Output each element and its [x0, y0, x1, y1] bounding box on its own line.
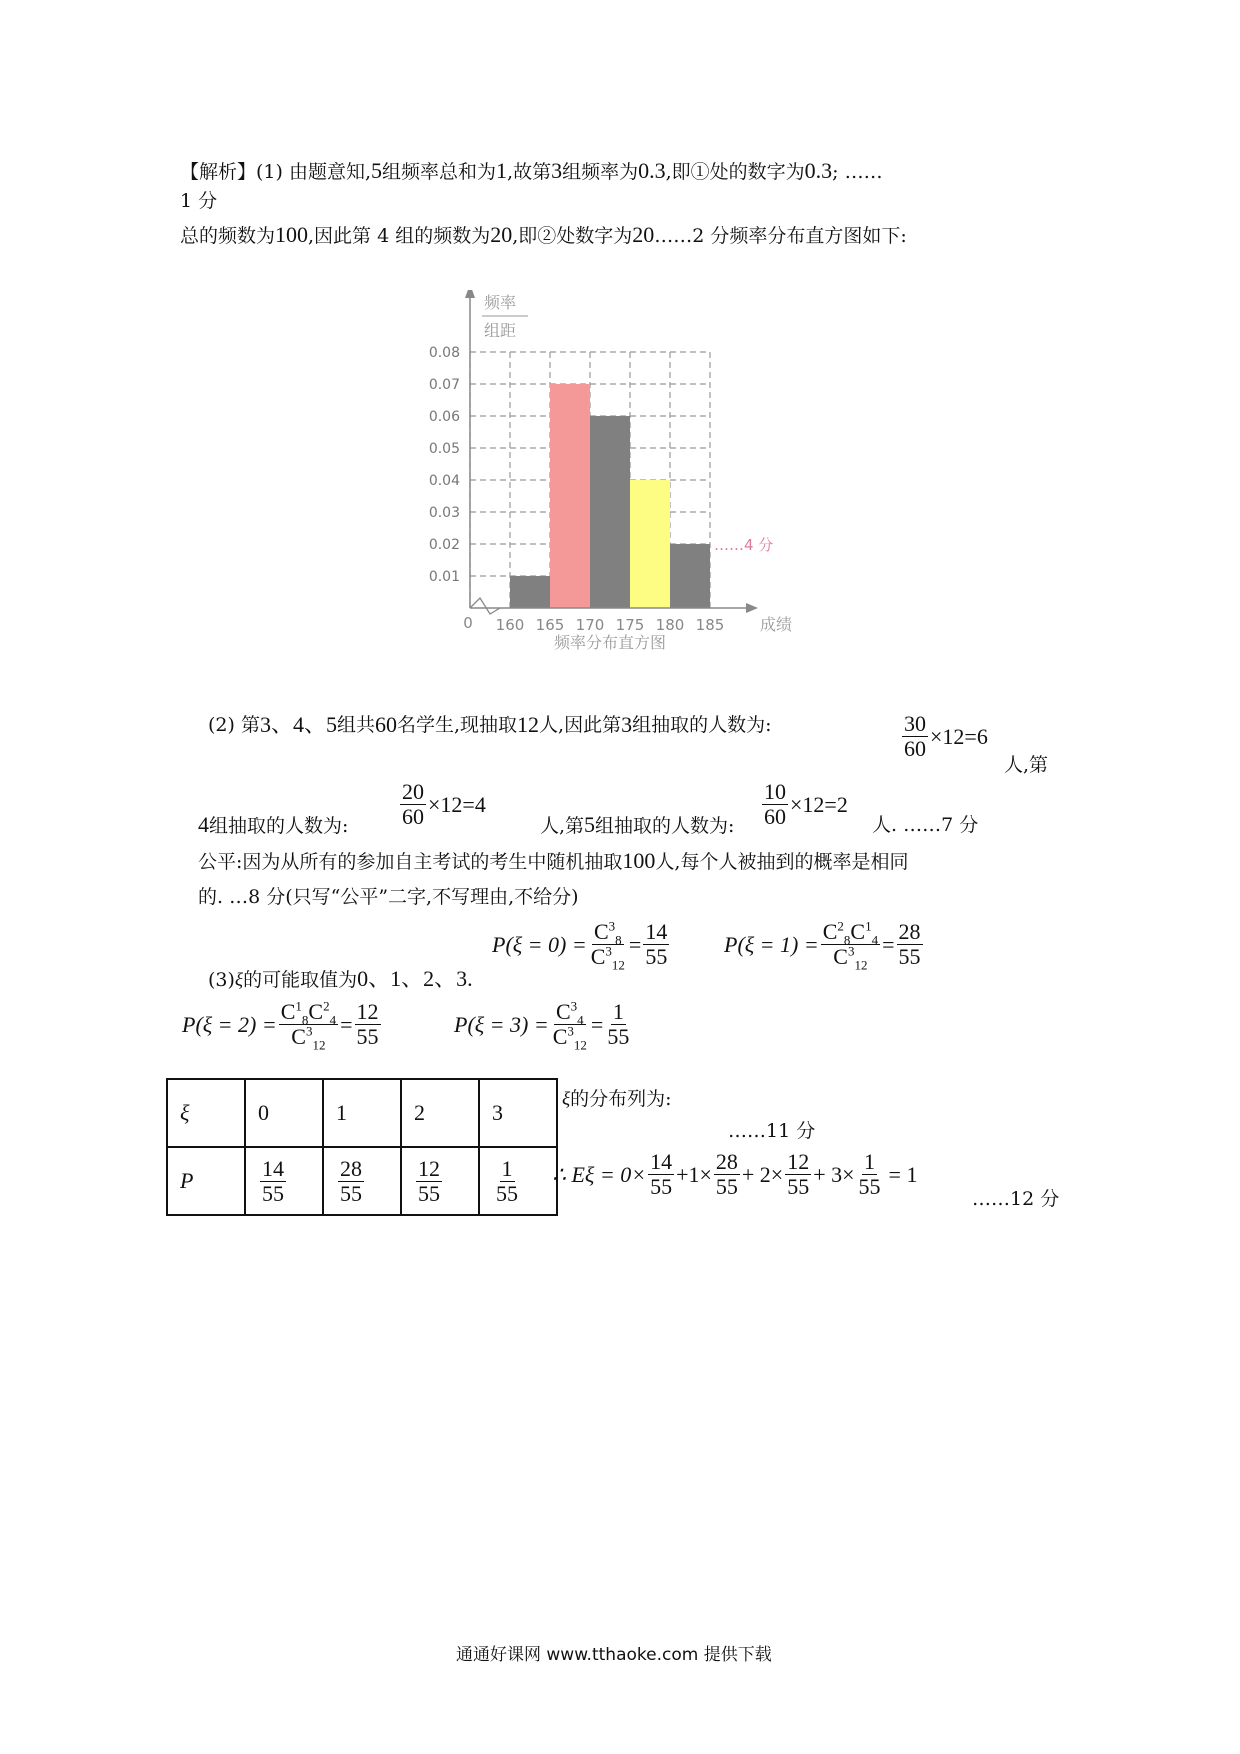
chart-bars — [510, 384, 710, 608]
histogram-bar — [670, 544, 710, 608]
x-tick-label: 170 — [575, 616, 605, 634]
y-tick-label: 0.02 — [428, 537, 460, 553]
histogram-bar — [510, 576, 550, 608]
table-cell: P — [167, 1147, 245, 1215]
fraction-group5: $\frac{10}{60}$ ×12=2 — [764, 779, 848, 829]
part2-line2-end: 人. ……7 分 — [872, 814, 979, 836]
x-tick-label: 175 — [615, 616, 645, 634]
part2-line2: 4组抽取的人数为: — [198, 812, 349, 837]
y-axis-label-bottom: 组距 — [484, 321, 517, 340]
prob-xi-1: P(ξ = 1) = $\frac{C^2_8C^1_4}{C^3_{12}}$ = $\frac{28}{55}$ — [724, 918, 921, 973]
score-12: ……12 分 — [972, 1188, 1060, 1210]
page-footer: 通通好课网 www.tthaoke.com 提供下载 — [456, 1645, 772, 1665]
x-tick-label: 185 — [695, 616, 725, 634]
distribution-table — [166, 1078, 558, 1216]
histogram-bar — [590, 416, 630, 608]
y-tick-label: 0.05 — [428, 441, 460, 457]
x-tick-label: 160 — [495, 616, 525, 634]
score-11: ……11 分 — [728, 1120, 816, 1142]
fraction-group3: $\frac{30}{60}$ ×12=6 — [904, 711, 988, 761]
y-tick-label: 0.06 — [428, 409, 460, 425]
frequency-histogram — [400, 290, 870, 650]
expectation: ∴ Eξ = 0× $\frac{14}{55}$ +1× $\frac{28}{55}$ + 2× $\frac{12}{55}$ + 3× $\frac{1}{55}$ = 1 — [552, 1149, 918, 1199]
origin-label: 0 — [463, 614, 473, 632]
table-cell: 1 — [323, 1079, 401, 1147]
table-cell: ξ — [167, 1079, 245, 1147]
x-axis-label: 成绩 — [760, 615, 793, 634]
fraction-group4: $\frac{20}{60}$ ×12=4 — [402, 779, 486, 829]
part1-line2: 1 分 — [180, 190, 218, 212]
fairness-line2: 的. …8 分(只写“公平”二字,不写理由,不给分) — [198, 886, 579, 908]
table-row — [167, 1079, 557, 1147]
part2-line1: (2) 第 3、4、5 组共 60 名学生,现抽取 12 人,因此第 3 组抽取的人数为: — [208, 712, 772, 737]
y-axis-arrow — [465, 290, 475, 298]
histogram-bar — [550, 384, 590, 608]
axis-break — [470, 598, 500, 614]
table-cell: $\frac{28}{55}$ — [323, 1147, 401, 1215]
prob-xi-2: P(ξ = 2) = $\frac{C^1_8C^2_4}{C^3_{12}}$ = $\frac{12}{55}$ — [182, 998, 379, 1053]
histogram-bar — [630, 480, 670, 608]
table-row — [167, 1147, 557, 1215]
part3-line1: (3)ξ的可能取值为0、1、2、3. — [208, 966, 473, 991]
part1-line1: 【解析】(1) 由题意知,5组频率总和为1,故第3组频率为0.3,即①处的数字为0.3; …… — [180, 158, 883, 183]
table-cell: 0 — [245, 1079, 323, 1147]
x-tick-label: 180 — [655, 616, 685, 634]
part2-line2-mid: 人,第5组抽取的人数为: — [540, 812, 735, 837]
table-cell: 2 — [401, 1079, 479, 1147]
prob-xi-3: P(ξ = 3) = $\frac{C^3_4}{C^3_{12}}$ = $\frac{1}{55}$ — [454, 998, 630, 1053]
dist-label: ξ的分布列为: — [562, 1088, 672, 1110]
table-cell: $\frac{14}{55}$ — [245, 1147, 323, 1215]
y-tick-label: 0.08 — [428, 345, 460, 361]
chart-title: 频率分布直方图 — [553, 633, 667, 650]
prob-xi-0: P(ξ = 0) = $\frac{C^3_8}{C^3_{12}}$ = $\frac{14}{55}$ — [492, 918, 668, 973]
table-cell: 3 — [479, 1079, 557, 1147]
analysis-heading: 【解析】 — [180, 161, 257, 183]
table-cell: $\frac{1}{55}$ — [479, 1147, 557, 1215]
y-tick-label: 0.07 — [428, 377, 460, 393]
part2-line1-end: 人,第 — [1004, 754, 1049, 776]
y-tick-label: 0.04 — [428, 473, 460, 489]
part1-line3: 总的频数为100,因此第 4 组的频数为20,即②处数字为20……2 分频率分布直方图如下: — [180, 222, 907, 247]
y-tick-label: 0.01 — [428, 569, 460, 585]
y-axis-label-top: 频率 — [484, 293, 517, 312]
fairness-line1: 公平:因为从所有的参加自主考试的考生中随机抽取100人,每个人被抽到的概率是相同 — [198, 848, 909, 873]
x-tick-label: 165 — [535, 616, 565, 634]
x-axis-arrow — [746, 603, 758, 613]
table-cell: $\frac{12}{55}$ — [401, 1147, 479, 1215]
y-tick-label: 0.03 — [428, 505, 460, 521]
score-annotation: ……4 分 — [714, 536, 774, 554]
